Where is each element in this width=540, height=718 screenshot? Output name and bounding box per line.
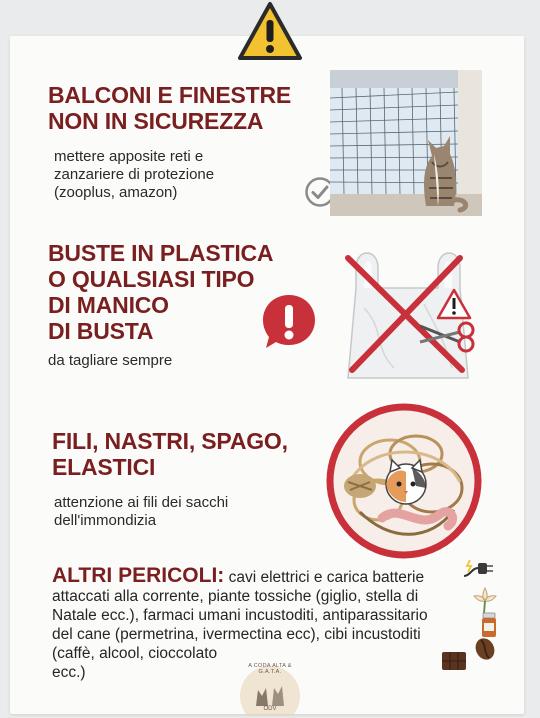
coffee-bean-icon [472, 636, 498, 662]
section-1-body: mettere apposite reti e zanzariere di protezione (zooplus, amazon) [54, 148, 215, 201]
chocolate-bar-icon [440, 650, 468, 672]
electric-plug-icon [462, 558, 496, 580]
section-4-first-line: cavi elettrici e carica batterie [224, 569, 425, 586]
section-4-line-2: Natale ecc.), farmaci umani incustoditi, antiparassitario [52, 607, 428, 624]
exclamation-bubble-icon [260, 292, 318, 350]
crossed-plastic-bag-illustration [334, 238, 482, 386]
medicine-bottle-icon [480, 612, 498, 638]
logo-bottom-text: ODV [263, 706, 277, 712]
section-1-title: BALCONI E FINESTRE NON IN SICUREZZA [48, 82, 292, 134]
section-4-line-1: attaccati alla corrente, piante tossiche (giglio, stella di [52, 588, 419, 605]
logo-arc-text: A CODA ALTA & G.A.T.A. [248, 663, 292, 675]
section-3-body: attenzione ai fili dei sacchi dell'immondizia [54, 494, 229, 529]
section-4-line-5: ecc.) [52, 664, 86, 681]
prohibited-strings-illustration [320, 402, 488, 560]
section-4-line-3: del cane (permetrina, ivermectina ecc), cibi incustoditi [52, 626, 421, 643]
warning-triangle-icon [236, 0, 304, 62]
section-2-body: da tagliare sempre [48, 352, 173, 369]
lily-flower-icon [470, 584, 500, 614]
section-3-title: FILI, NASTRI, SPAGO, ELASTICI [52, 428, 288, 480]
section-4-line-4: (caffè, alcool, cioccolato [52, 645, 218, 662]
section-4-title: ALTRI PERICOLI: [52, 564, 225, 587]
cat-window-net-illustration [330, 70, 482, 216]
section-2-title: BUSTE IN PLASTICA O QUALSIASI TIPO DI MANICO DI BUSTA [48, 240, 274, 344]
